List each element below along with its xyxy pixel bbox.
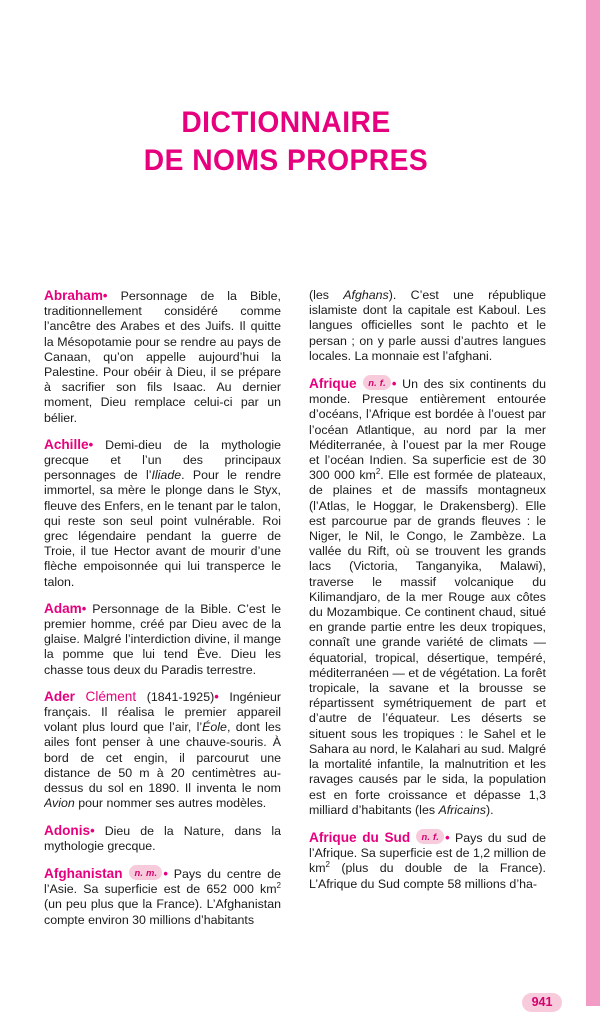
page-title-line-1: DICTIONNAIRE <box>181 106 391 139</box>
entry-italic-term: Iliade <box>151 468 182 483</box>
entry-definition: Personnage de la Bible. C’est le premier homme, créé par Dieu avec de la glaise. Malgré l’interdiction divine, il mange la pomme que lui tend Ève. Dieu les chasse tous deux du Paradis terrestre. <box>44 601 281 677</box>
entry-grammar-badge: n. f. <box>416 829 444 844</box>
dictionary-entry-adonis <box>44 823 281 854</box>
entry-headword: Achille <box>44 436 89 452</box>
entry-grammar-badge: n. f. <box>363 375 391 390</box>
entry-bullet-icon: • <box>88 436 94 452</box>
entry-headword: Ader <box>44 688 75 704</box>
page-title <box>0 104 572 180</box>
entry-headword: Abraham <box>44 288 103 303</box>
entry-definition: Personnage de la Bible, traditionnellement considéré comme l’ancêtre des Arabes et des Juifs. Il quitte la Mésopotamie pour se rendre au pays de Canaan, qu’on appelle aujourd’hui la Palestine. Pour obéir à Dieu, il se prépare à sacrifier son fils Isaac. Au dernier moment, Dieu remplace celui-ci par un bélier. <box>44 289 281 425</box>
left-column <box>44 288 281 998</box>
dictionary-entry-ader <box>44 689 281 812</box>
entry-dates: (1841-1925) <box>146 689 215 704</box>
entry-definition: Ingénieur français. Il réalisa le premier appareil volant plus lourd que l’air, l’ <box>44 689 281 735</box>
dictionary-entry-afrique-du-sud <box>309 829 546 892</box>
entry-definition-cont: , dont les ailes font penser à une chauve-souris. À bord de cet engin, il parcourut une distance de 50 m à 20 centimètres au-dessus du sol en 1890. Il inventa le nom <box>44 720 281 796</box>
entry-bullet-icon: • <box>445 829 450 845</box>
entry-bullet-icon: • <box>163 865 168 881</box>
entry-definition-cont: . Elle est formée de plateaux, de plaines et de massifs montagneux (l’Atlas, le Hoggar, le Drakensberg). Elle est parcourue par de grands fleuves : le Niger, le Nil, le Congo, le Zambèze. La vallée du Rift, où se trouvent les grands lacs (Victoria, Tanganyika, Malawi), traverse le massif volcanique du Kilimandjaro, de la mer Rouge aux côtes du Mozambique. Ce continent chaud, situé en grande partie entre les deux tropiques, connaît une grande variété de climats — équatorial, tropical, désertique, tempéré, méditerranéen — et de végétation. La forêt tropicale, la savane et la brousse se répartissent symétriquement de part et d’autre de l’équateur. Les déserts se situent sous les tropiques : le Sahel et le Sahara au nord, le Kalahari au sud. Malgré la mortalité infantile, la malnutrition et les ravages causés par le sida, la population est en forte croissance et dépasse 1,3 milliard d’habitants (les <box>309 468 546 817</box>
dictionary-entry-afghanistan <box>44 865 281 928</box>
page-edge-stripe <box>586 0 600 1006</box>
dictionary-entry-adam <box>44 601 281 678</box>
entry-firstname: Clément <box>85 688 137 704</box>
entry-definition-cont: (un peu plus que la France). L’Afghanistan compte environ 30 millions d’habitants <box>44 897 281 927</box>
entry-definition: Pays du sud de l’Afrique. Sa superficie est de 1,2 million de km <box>309 830 546 876</box>
dictionary-entry-achille <box>44 437 281 590</box>
right-column <box>309 288 546 998</box>
entry-superscript: 2 <box>375 467 381 477</box>
dictionary-entry-afrique <box>309 375 546 818</box>
entry-superscript: 2 <box>325 860 330 870</box>
dictionary-columns <box>44 288 546 998</box>
entry-definition-cont: (plus du double de la France). L’Afrique du Sud compte 58 millions d’ha- <box>309 861 546 891</box>
continuation-text: (les <box>309 288 344 302</box>
entry-italic-term-2: Avion <box>44 796 75 811</box>
entry-definition: Un des six continents du monde. Presque entièrement entourée d’océans, l’Afrique est bordée à l’ouest par l’océan Atlantique, au nord par la mer Méditerranée, à l’ouest par la mer Rouge et l’océan Indien. Sa superficie est de 30 300 000 km <box>309 377 546 483</box>
entry-definition-end: ). <box>485 802 494 817</box>
entry-bullet-icon: • <box>214 688 219 704</box>
entry-italic-term-2: Africains <box>438 802 486 817</box>
entry-superscript: 2 <box>276 880 281 890</box>
entry-bullet-icon: • <box>102 288 108 303</box>
entry-bullet-icon: • <box>90 822 95 838</box>
continuation-text-cont: ). C’est une république islamiste dont la capitale est Kaboul. Les langues officielles sont le pachto et le persan ; on y parle aussi d’autres langues locales. La monnaie est l’afghani. <box>309 288 546 363</box>
entry-headword: Afghanistan <box>44 865 123 881</box>
entry-bullet-icon: • <box>391 376 397 392</box>
entry-headword: Adam <box>44 600 82 616</box>
entry-definition-cont: . Pour le rendre immortel, sa mère le plonge dans le Styx, fleuve des Enfers, en le tenant par le talon, qui reste son seul point vulnérable. Roi grec légendaire pendant la guerre de Troie, il tue Hector avant de mourir d’une flèche empoisonnée qui lui transperce le talon. <box>44 468 281 589</box>
entry-headword: Adonis <box>44 822 91 838</box>
entry-definition: Dieu de la Nature, dans la mythologie grecque. <box>44 823 281 853</box>
page-number-badge: 941 <box>522 993 562 1012</box>
continuation-italic-term: Afghans <box>343 288 389 302</box>
entry-headword: Afrique du Sud <box>309 829 411 845</box>
entry-definition: Demi-dieu de la mythologie grecque et l’un des principaux personnages de l’ <box>44 437 281 483</box>
dictionary-entry-abraham <box>44 288 281 426</box>
page-title-line-2: DE NOMS PROPRES <box>143 144 429 177</box>
entry-headword: Afrique <box>309 376 357 392</box>
entry-definition-end: pour nommer ses autres modèles. <box>74 796 267 811</box>
entry-bullet-icon: • <box>81 600 87 616</box>
entry-grammar-badge: n. m. <box>129 865 162 880</box>
entry-continuation-afghanistan <box>309 288 546 364</box>
entry-italic-term: Éole <box>202 720 227 735</box>
entry-definition: Pays du centre de l’Asie. Sa superficie est de 652 000 km <box>44 866 281 897</box>
